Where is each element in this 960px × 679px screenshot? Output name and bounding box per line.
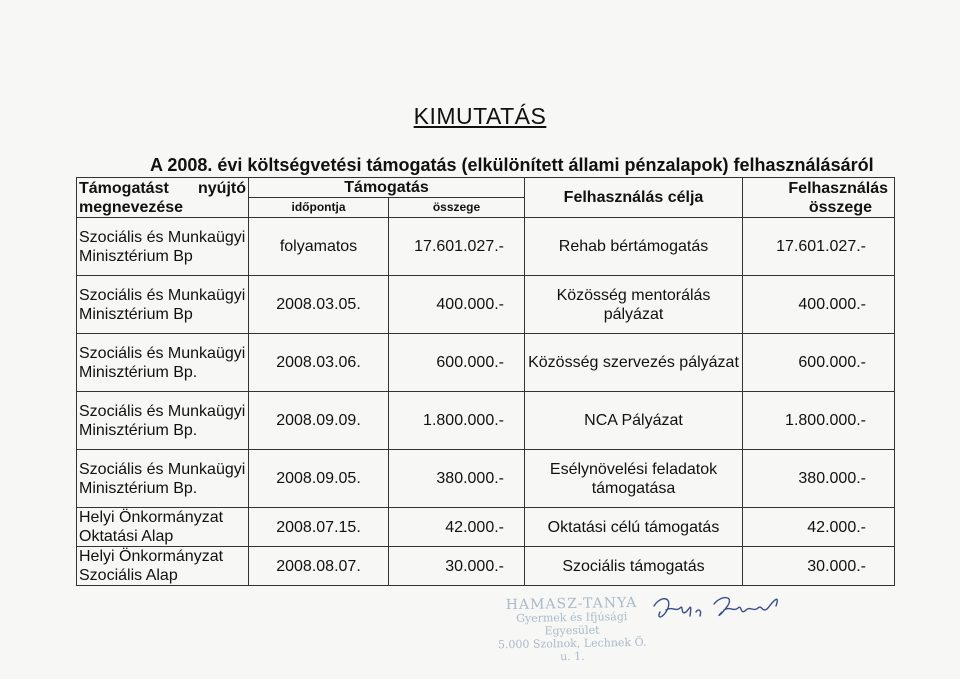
cell-used: 600.000.-	[743, 334, 895, 392]
cell-provider: Szociális és Munkaügyi Minisztérium Bp	[77, 218, 249, 276]
header-purpose: Felhasználás célja	[525, 178, 743, 218]
cell-provider: Szociális és Munkaügyi Minisztérium Bp.	[77, 334, 249, 392]
header-used-line1: Felhasználás	[788, 179, 888, 197]
cell-provider: Helyi Önkormányzat Oktatási Alap	[77, 508, 249, 547]
table-row	[77, 334, 895, 392]
document-title: KIMUTATÁS	[413, 103, 547, 129]
cell-purpose: Szociális támogatás	[525, 547, 743, 586]
cell-date: 2008.03.06.	[249, 334, 389, 392]
cell-purpose: Közösség mentorálás pályázat	[525, 276, 743, 334]
document-subtitle: A 2008. évi költségvetési támogatás (elkülönített állami pénzalapok) felhasználásáról	[150, 155, 874, 175]
support-table	[76, 177, 895, 586]
stamp-line-1: HAMASZ-TANYA	[505, 594, 638, 614]
header-provider-line2: megnevezése	[79, 198, 184, 216]
cell-provider: Szociális és Munkaügyi Minisztérium Bp	[77, 276, 249, 334]
table-row	[77, 392, 895, 450]
cell-provider: Szociális és Munkaügyi Minisztérium Bp.	[77, 450, 249, 508]
cell-purpose: Közösség szervezés pályázat	[525, 334, 743, 392]
header-used-line2: összege	[808, 198, 872, 216]
cell-amount: 600.000.-	[389, 334, 525, 392]
cell-provider: Szociális és Munkaügyi Minisztérium Bp.	[77, 392, 249, 450]
cell-amount: 42.000.-	[389, 508, 525, 547]
header-used	[743, 178, 895, 218]
cell-used: 400.000.-	[743, 276, 895, 334]
table-row	[77, 547, 895, 586]
cell-provider: Helyi Önkormányzat Szociális Alap	[77, 547, 249, 586]
header-provider-word2: nyújtó	[198, 179, 246, 197]
header-support: Támogatás	[249, 178, 525, 198]
cell-used: 1.800.000.-	[743, 392, 895, 450]
cell-purpose: Oktatási célú támogatás	[525, 508, 743, 547]
cell-date: 2008.03.05.	[249, 276, 389, 334]
cell-date: 2008.07.15.	[249, 508, 389, 547]
cell-amount: 30.000.-	[389, 547, 525, 586]
cell-date: 2008.09.09.	[249, 392, 389, 450]
organization-stamp	[496, 594, 647, 665]
stamp-line-3: 5.000 Szolnok, Lechnek Ö. u. 1.	[497, 635, 647, 664]
cell-date: folyamatos	[249, 218, 389, 276]
handwritten-signature	[650, 586, 790, 636]
cell-amount: 17.601.027.-	[389, 218, 525, 276]
cell-purpose: NCA Pályázat	[525, 392, 743, 450]
cell-date: 2008.08.07.	[249, 547, 389, 586]
header-date: időpontja	[249, 198, 389, 218]
cell-purpose: Rehab bértámogatás	[525, 218, 743, 276]
header-provider	[77, 178, 249, 218]
cell-used: 17.601.027.-	[743, 218, 895, 276]
table-header-row	[77, 178, 895, 198]
header-provider-word1: Támogatást	[79, 179, 169, 197]
cell-date: 2008.09.05.	[249, 450, 389, 508]
stamp-line-2: Gyermek és Ifjúsági Egyesület	[516, 610, 628, 638]
cell-purpose: Esélynövelési feladatok támogatása	[525, 450, 743, 508]
header-amount: összege	[389, 198, 525, 218]
table-row	[77, 276, 895, 334]
cell-used: 30.000.-	[743, 547, 895, 586]
cell-amount: 1.800.000.-	[389, 392, 525, 450]
table-row	[77, 450, 895, 508]
cell-used: 380.000.-	[743, 450, 895, 508]
table-row	[77, 508, 895, 547]
cell-used: 42.000.-	[743, 508, 895, 547]
cell-amount: 400.000.-	[389, 276, 525, 334]
table-row	[77, 218, 895, 276]
cell-amount: 380.000.-	[389, 450, 525, 508]
